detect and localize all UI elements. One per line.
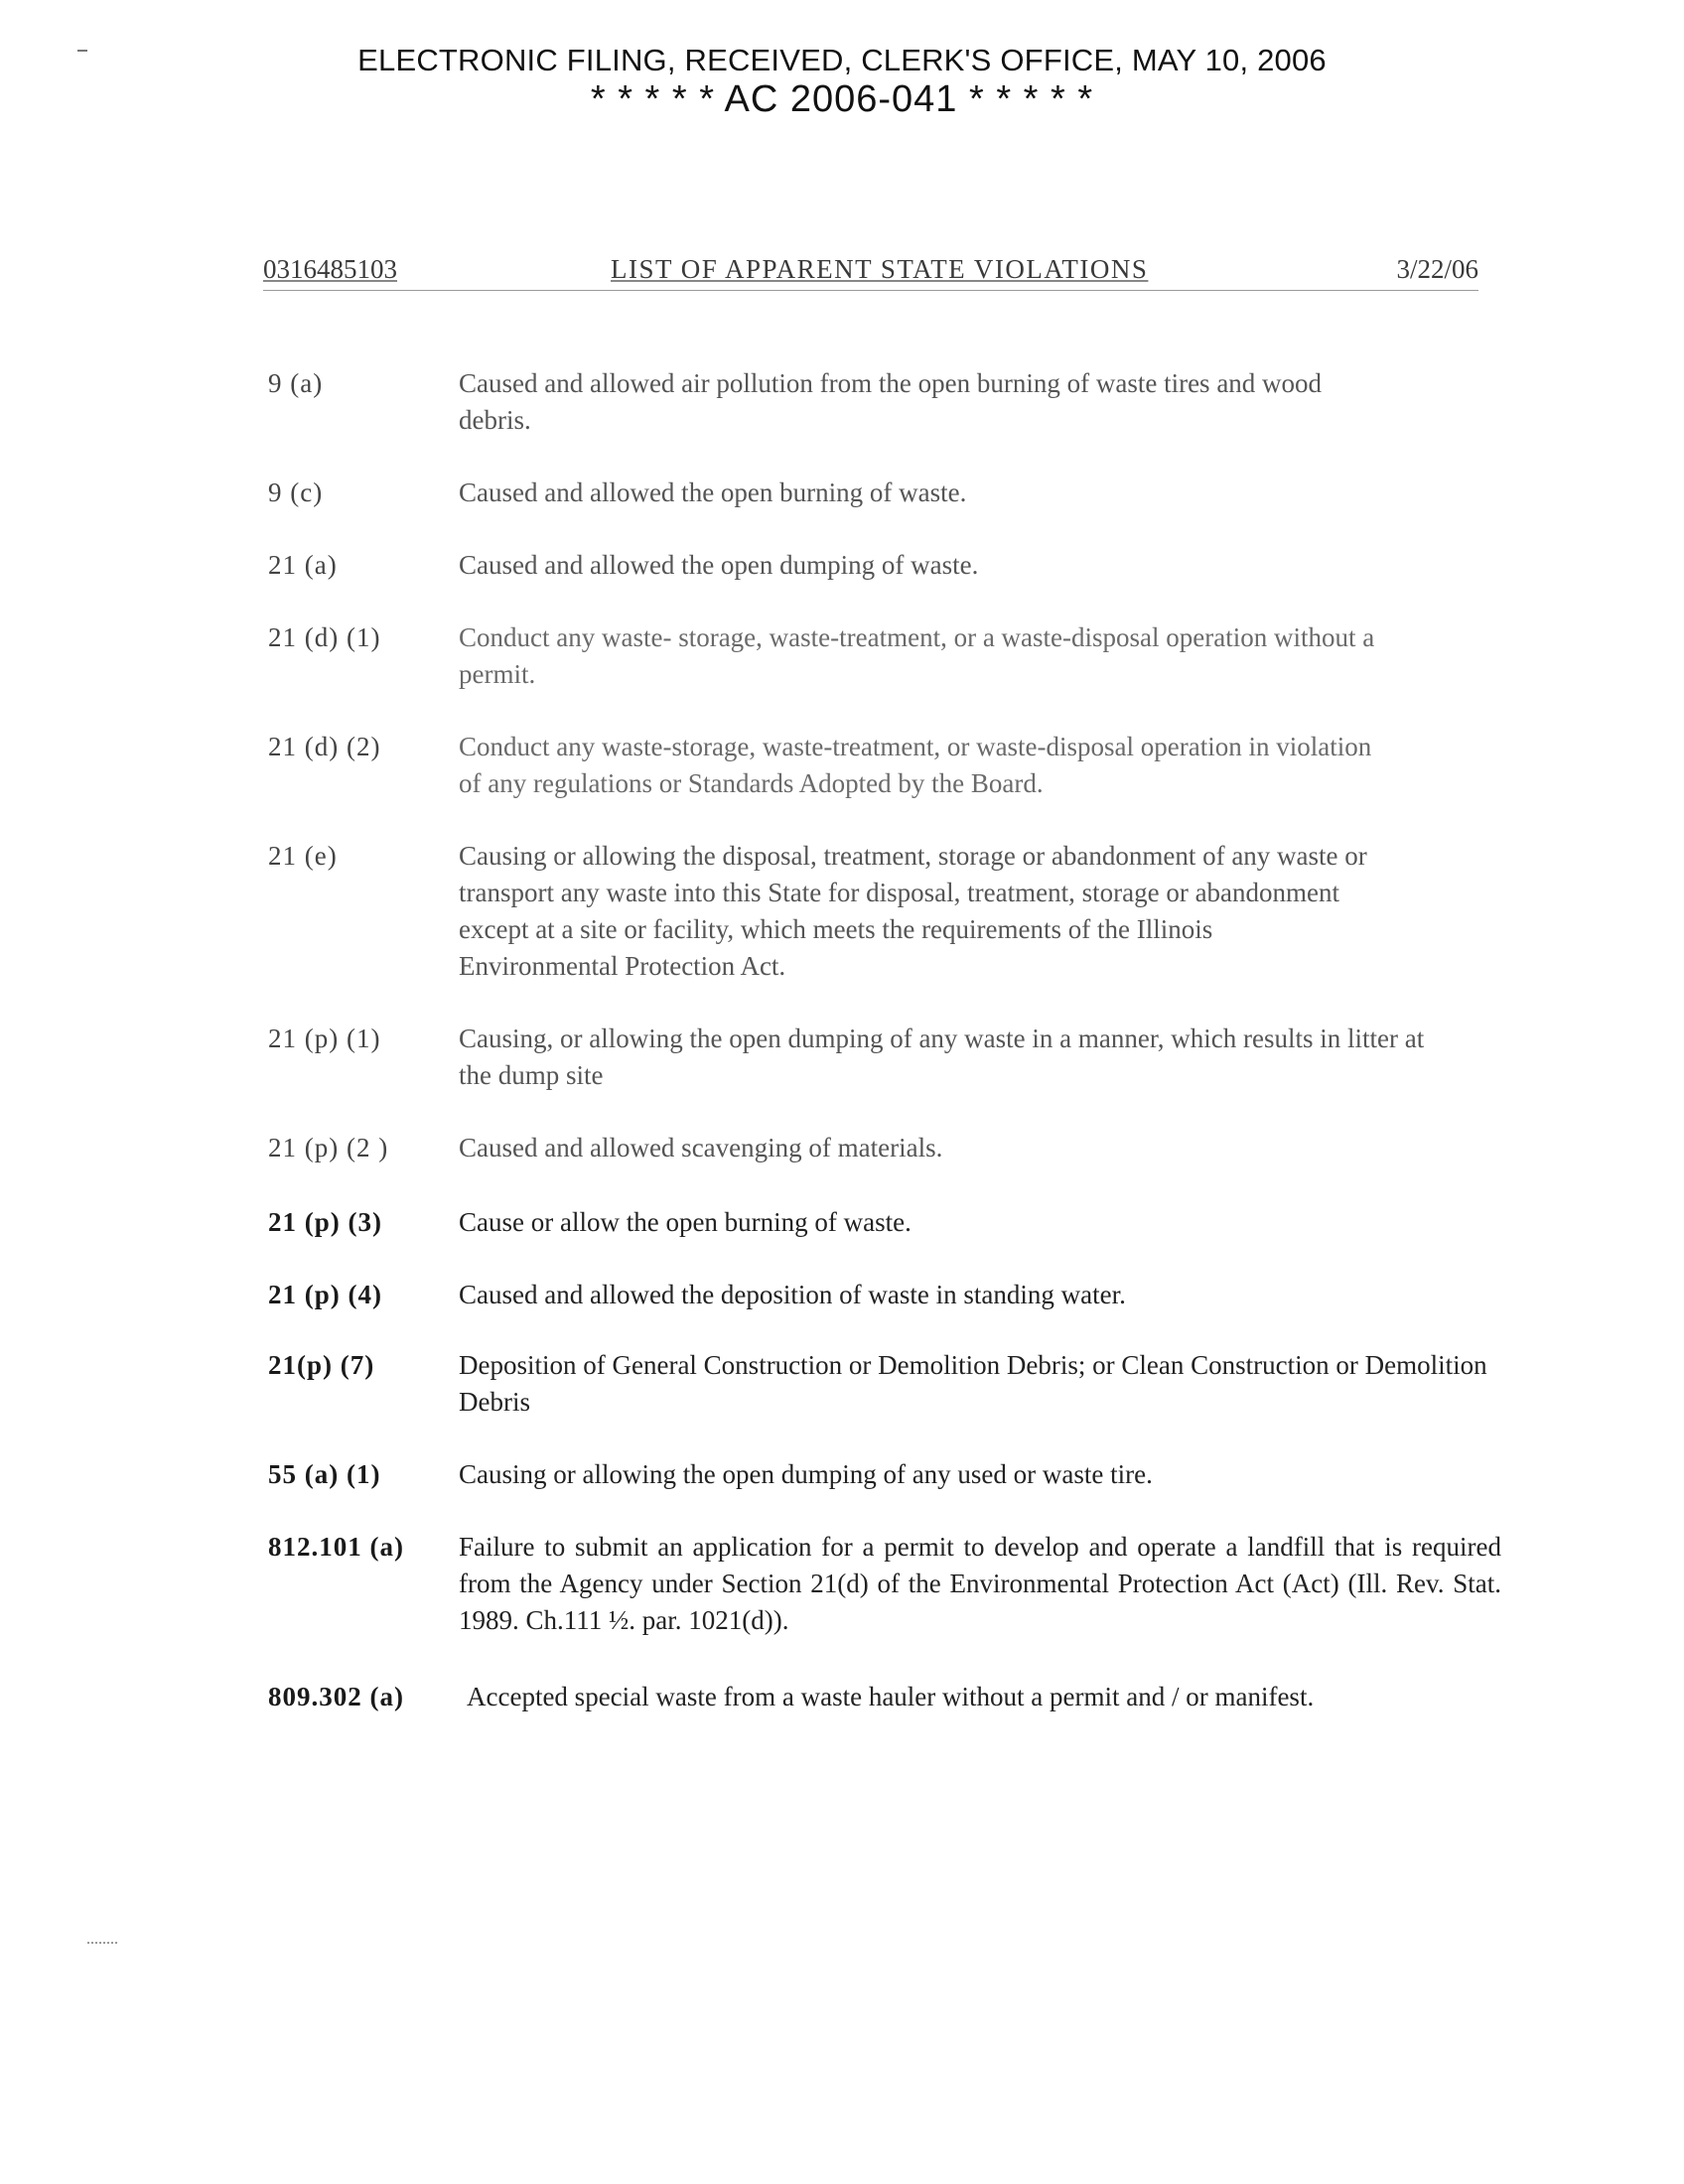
violation-item <box>268 1529 1509 1639</box>
violation-code: 21 (d) (1) <box>268 622 381 652</box>
violation-item <box>268 1456 1509 1493</box>
violation-description: Cause or allow the open burning of waste. <box>459 1207 912 1237</box>
document-date: 3/22/06 <box>1396 254 1478 284</box>
case-number-line: * * * * * AC 2006-041 * * * * * <box>590 78 1094 120</box>
violation-item <box>268 475 1509 511</box>
violation-description: Caused and allowed air pollution from the open burning of waste tires and wood debris. <box>459 368 1323 435</box>
violation-code: 9 (a) <box>268 368 324 398</box>
violation-code: 21 (p) (1) <box>268 1024 381 1053</box>
violation-description: Caused and allowed the open burning of waste. <box>459 478 967 507</box>
violation-code: 21 (d) (2) <box>268 732 381 761</box>
document-title: LIST OF APPARENT STATE VIOLATIONS <box>611 254 1149 284</box>
violation-item <box>268 729 1509 802</box>
violation-code: 9 (c) <box>268 478 324 507</box>
violation-code: 812.101 (a) <box>268 1532 404 1562</box>
violation-code: 21 (p) (3) <box>268 1207 382 1237</box>
violation-item <box>268 1021 1509 1094</box>
violation-description: Conduct any waste-storage, waste-treatment, or waste-disposal operation in violation of any regulations or Standards Adopted by the Board. <box>459 732 1372 798</box>
violation-code: 21 (p) (2 ) <box>268 1133 389 1162</box>
violation-description: Conduct any waste- storage, waste-treatment, or a waste-disposal operation without a permit. <box>459 622 1375 689</box>
violation-code: 809.302 (a) <box>268 1682 404 1711</box>
violation-item <box>268 1347 1509 1421</box>
violation-item <box>268 1277 1509 1313</box>
document-id: 0316485103 <box>263 254 397 284</box>
scan-mark <box>87 1942 117 1944</box>
violation-description: Causing or allowing the disposal, treatment, storage or abandonment of any waste or transport any waste into this State for disposal, treatment, storage or abandonment except at a site or facility, which meets the requirements of the Illinois Environmental Protection Act. <box>459 841 1367 981</box>
violation-code: 55 (a) (1) <box>268 1459 381 1489</box>
violation-code: 21 (a) <box>268 550 338 580</box>
violation-code: 21(p) (7) <box>268 1350 375 1380</box>
violation-code: 21 (p) (4) <box>268 1280 382 1309</box>
violation-item <box>268 619 1509 693</box>
violations-list <box>268 365 1509 1715</box>
violation-item <box>268 365 1509 439</box>
violation-code: 21 (e) <box>268 841 338 871</box>
violation-description: Deposition of General Construction or Demolition Debris; or Clean Construction or Demolition Debris <box>459 1350 1487 1417</box>
violation-description: Caused and allowed the deposition of waste in standing water. <box>459 1280 1126 1309</box>
violation-description: Caused and allowed scavenging of materials. <box>459 1133 943 1162</box>
violation-description: Accepted special waste from a waste hauler without a permit and / or manifest. <box>467 1682 1315 1711</box>
filing-stamp <box>0 42 1684 119</box>
violation-description: Failure to submit an application for a permit to develop and operate a landfill that is required from the Agency under Section 21(d) of the Environmental Protection Act (Act) (Ill. Rev. Stat. 1989. Ch.111 ½. par. 1021(d)). <box>459 1532 1501 1635</box>
violation-item <box>268 1679 1509 1715</box>
violation-description: Causing or allowing the open dumping of any used or waste tire. <box>459 1459 1153 1489</box>
violation-description: Caused and allowed the open dumping of waste. <box>459 550 979 580</box>
violation-item <box>268 547 1509 584</box>
document-header <box>263 254 1478 291</box>
filing-stamp-line: ELECTRONIC FILING, RECEIVED, CLERK'S OFFICE, MAY 10, 2006 <box>357 43 1327 77</box>
violation-description: Causing, or allowing the open dumping of any waste in a manner, which results in litter at the dump site <box>459 1024 1425 1090</box>
violation-item <box>268 1204 1509 1241</box>
violation-item <box>268 1130 1509 1166</box>
violation-item <box>268 838 1509 985</box>
